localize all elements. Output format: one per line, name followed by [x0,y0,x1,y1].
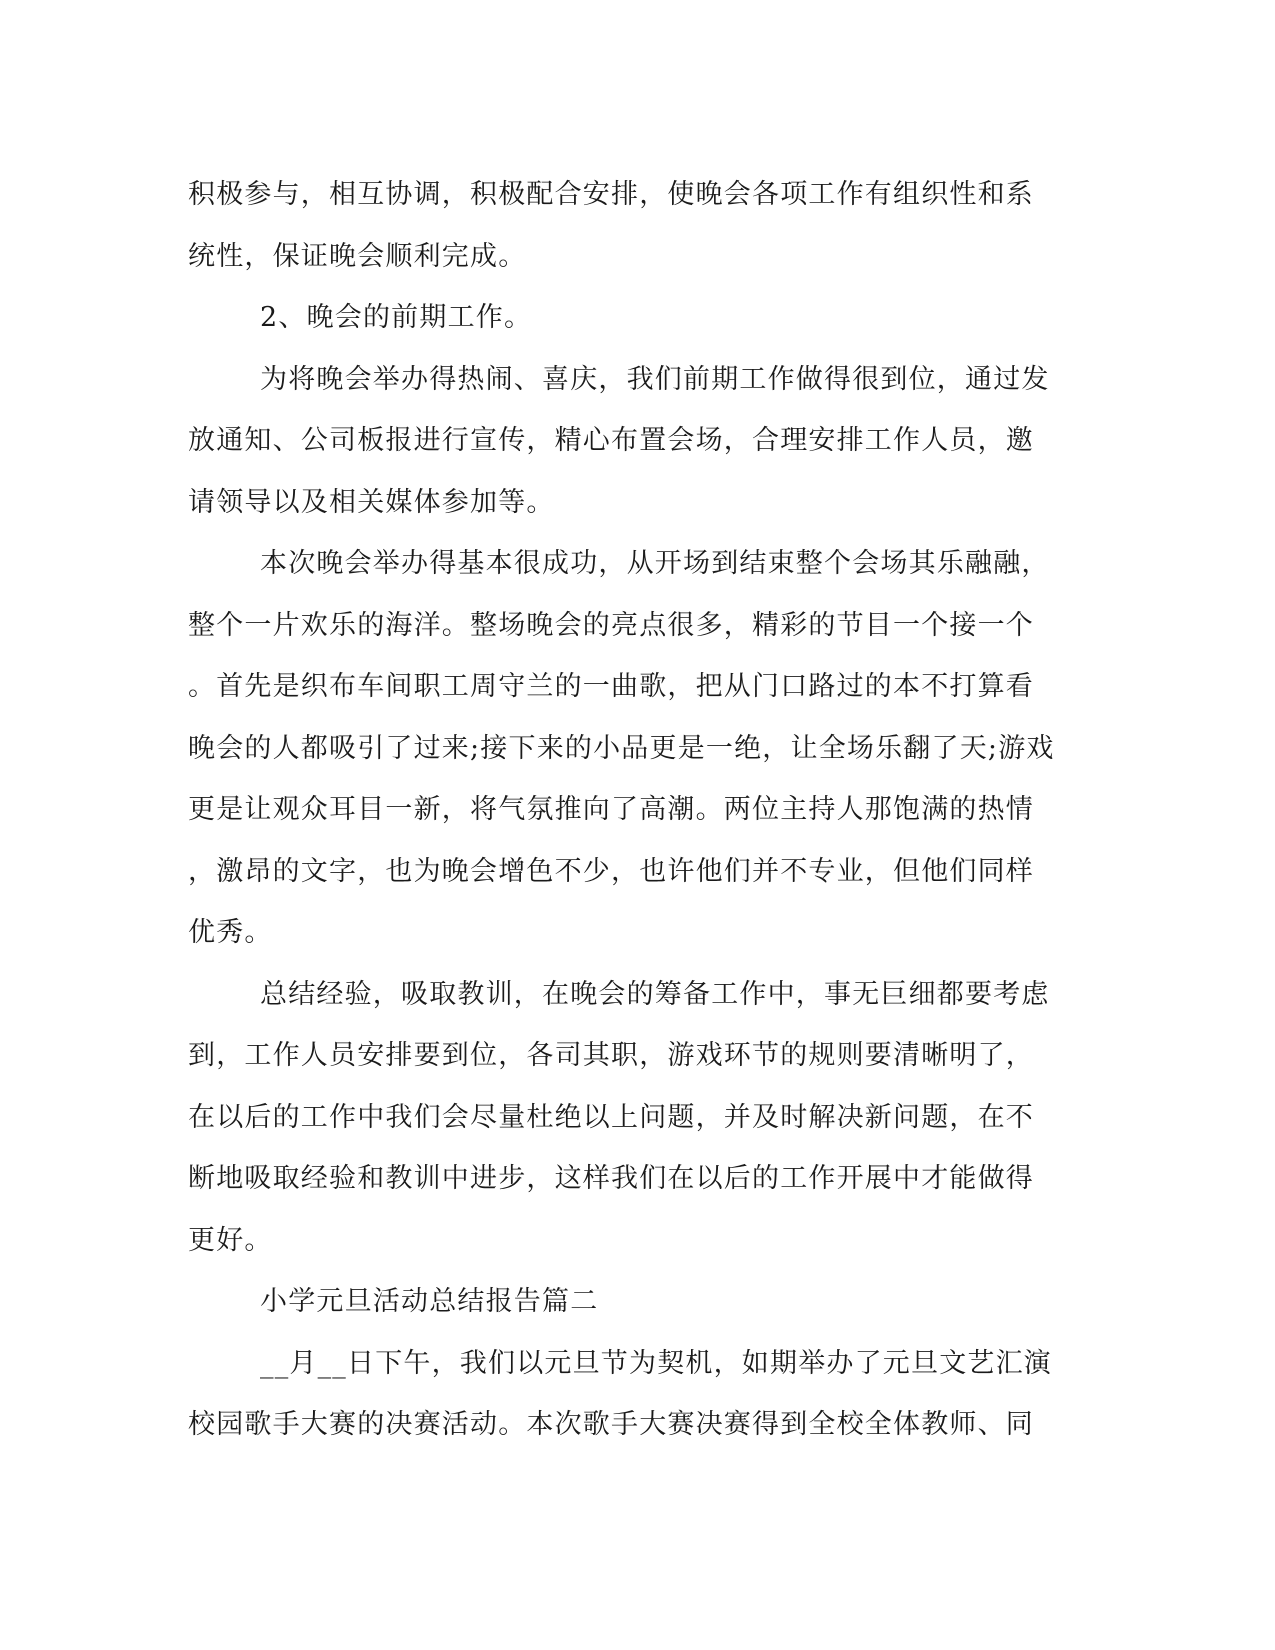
text-line: ，激昂的文字，也为晚会增色不少，也许他们并不专业，但他们同样 [188,855,1034,887]
text-line: 放通知、公司板报进行宣传，精心布置会场，合理安排工作人员，邀 [188,425,1034,456]
text-line: 本次晚会举办得基本很成功，从开场到结束整个会场其乐融融， [260,548,1050,579]
paragraph-new-year-event [188,1333,1078,1456]
text-line: 优秀。 [188,917,273,948]
text-line: 积极参与，相互协调，积极配合安排，使晚会各项工作有组织性和系 [188,179,1034,210]
paragraph-preparation [188,349,1078,534]
text-line: 到，工作人员安排要到位，各司其职，游戏环节的规则要清晰明了， [188,1040,1034,1071]
text-line: 总结经验，吸取教训，在晚会的筹备工作中，事无巨细都要考虑 [260,978,1050,1010]
text-line: 。首先是织布车间职工周守兰的一曲歌，把从门口路过的本不打算看 [188,671,1034,702]
text-line: 晚会的人都吸引了过来;接下来的小品更是一绝，让全场乐翻了天;游戏 [188,732,1055,764]
section-title-part-two [188,1271,1078,1333]
paragraph-continuation [188,164,1078,287]
text-line: 更是让观众耳目一新，将气氛推向了高潮。两位主持人那饱满的热情 [188,794,1034,825]
section-heading-2 [188,287,1078,349]
text-line: 在以后的工作中我们会尽量杜绝以上问题，并及时解决新问题，在不 [188,1101,1034,1133]
text-line: 小学元旦活动总结报告篇二 [260,1286,599,1317]
text-line: 整个一片欢乐的海洋。整场晚会的亮点很多，精彩的节目一个接一个 [188,609,1034,641]
text-line: 断地吸取经验和教训中进步，这样我们在以后的工作开展中才能做得 [188,1163,1034,1194]
text-line: 请领导以及相关媒体参加等。 [188,486,555,518]
paragraph-success [188,533,1078,964]
text-line: 校园歌手大赛的决赛活动。本次歌手大赛决赛得到全校全体教师、同 [188,1409,1034,1440]
text-line: 统性，保证晚会顺利完成。 [188,240,527,272]
text-line: __月__日下午，我们以元旦节为契机，如期举办了元旦文艺汇演 [260,1347,1052,1379]
text-line: 2、晚会的前期工作。 [260,302,533,333]
paragraph-lessons [188,964,1078,1272]
text-line: 更好。 [188,1224,273,1256]
document-body [188,164,1078,1456]
text-line: 为将晚会举办得热闹、喜庆，我们前期工作做得很到位，通过发 [260,363,1050,395]
